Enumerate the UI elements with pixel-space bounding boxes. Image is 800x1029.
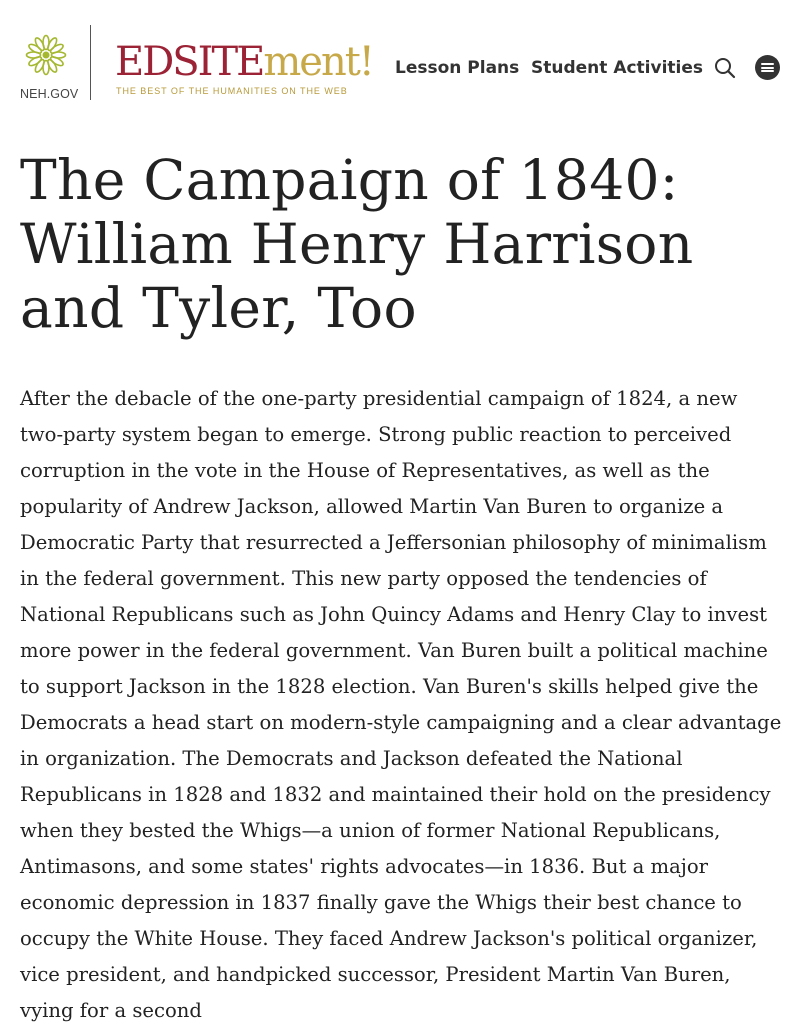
search-button[interactable]	[713, 56, 737, 80]
neh-sunburst-icon	[25, 34, 67, 76]
article-body: After the debacle of the one-party presidential campaign of 1824, a new two-party system began to emerge. Strong public reaction to perceived corruption in the vote in the House of Representatives, as well as the popularity of Andrew Jackson, allowed Martin Van Buren to organize a Democratic Party that resurrected a Jeffersonian philosophy of minimalism in the federal government. This new party opposed the tendencies of National Republicans such as John Quincy Adams and Henry Clay to invest more power in the federal government. Van Buren built a political machine to support Jackson in the 1828 election. Van Buren's skills helped give the Democrats a head start on modern-style campaigning and a clear advantage in organization. The Democrats and Jackson defeated the National Republicans in 1828 and 1832 and maintained their hold on the presidency when they bested the Whigs—a union of former National Republicans, Antimasons, and some states' rights advocates—in 1836. But a major economic depression in 1837 finally gave the Whigs their best chance to occupy the White House. They faced Andrew Jackson's political organizer, vice president, and handpicked successor, President Martin Van Buren, vying for a second	[20, 387, 782, 1022]
brand-wordmark	[115, 38, 373, 86]
site-header	[0, 0, 800, 120]
edsitement-logo-link[interactable]	[115, 38, 373, 100]
hamburger-menu-icon[interactable]	[755, 55, 780, 80]
brand-tagline: THE BEST OF THE HUMANITIES ON THE WEB	[116, 86, 348, 96]
nav-lesson-plans[interactable]: Lesson Plans	[395, 58, 520, 78]
search-icon	[713, 56, 737, 80]
page-title: The Campaign of 1840: William Henry Harrison and Tyler, Too	[20, 148, 694, 340]
neh-label: NEH.GOV	[20, 87, 79, 101]
nav-student-activities[interactable]: Student Activities	[531, 58, 704, 78]
neh-logo-link[interactable]	[20, 30, 80, 105]
header-divider	[90, 25, 91, 100]
brand-part-ment: ment!	[263, 39, 373, 85]
brand-part-edsite: EDSITE	[115, 39, 264, 85]
